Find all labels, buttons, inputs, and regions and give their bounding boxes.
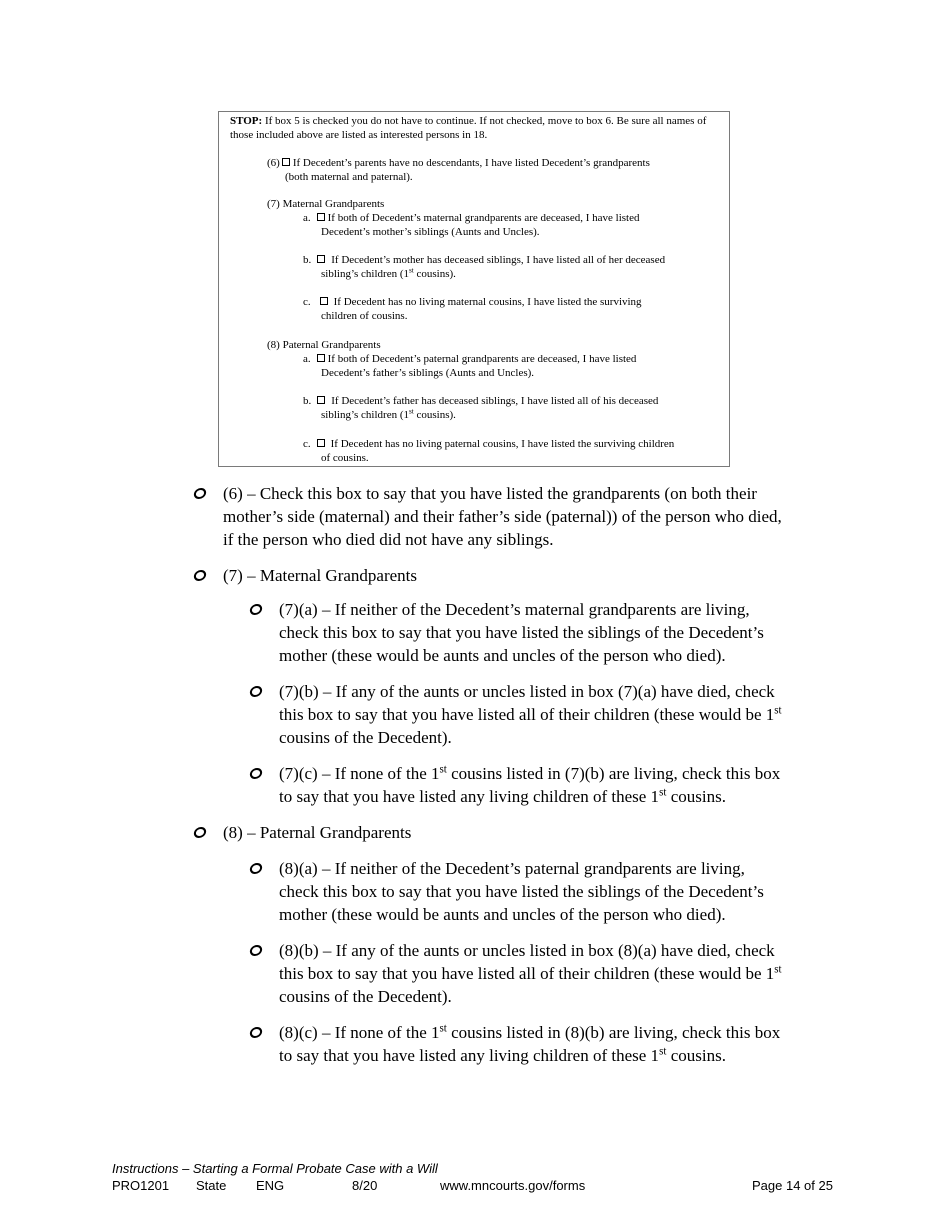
bullet-icon — [249, 863, 263, 874]
instruction-8: (8) – Paternal Grandparents — [223, 821, 411, 844]
bullet-icon — [249, 945, 263, 956]
checkbox-7a-icon — [317, 213, 325, 221]
bullet-icon — [249, 686, 263, 697]
bullet-icon — [193, 570, 207, 581]
form-item-7c-cont: children of cousins. — [321, 310, 408, 322]
instruction-8b: (8)(b) – If any of the aunts or uncles listed in box (8)(a) have died, check this box to say that you have listed all of their children (these would be 1st cousins of the Decedent). — [279, 939, 782, 1008]
footer-form-code: PRO1201 — [112, 1178, 170, 1193]
instruction-8a: (8)(a) – If neither of the Decedent’s paternal grandparents are living, check this box to say that you have listed the siblings of the Decedent’s mother (these would be aunts and uncles of the person who died). — [279, 857, 764, 926]
footer-page-number: Page 14 of 25 — [752, 1178, 833, 1193]
instruction-7c: (7)(c) – If none of the 1st cousins listed in (7)(b) are living, check this box to say that you have listed any living children of these 1st cousins. — [279, 762, 780, 808]
footer-state: State — [196, 1178, 227, 1193]
instruction-7b: (7)(b) – If any of the aunts or uncles listed in box (7)(a) have died, check this box to say that you have listed all of their children (these would be 1st cousins of the Decedent). — [279, 680, 782, 749]
checkbox-6-icon — [282, 158, 290, 166]
form-item-8c: c. If Decedent has no living paternal cousins, I have listed the surviving children — [303, 438, 675, 450]
checkbox-7b-icon — [317, 255, 325, 263]
bullet-icon — [249, 768, 263, 779]
instruction-8c: (8)(c) – If none of the 1st cousins listed in (8)(b) are living, check this box to say that you have listed any living children of these 1st cousins. — [279, 1021, 780, 1067]
instruction-6: (6) – Check this box to say that you have listed the grandparents (on both their mother’s side (maternal) and their father’s side (paternal)) of the person who died, if the person who died did not have any siblings. — [223, 482, 782, 551]
form-item-7a: a. If both of Decedent’s maternal grandparents are deceased, I have listed — [303, 212, 640, 224]
form-item-7c: c. If Decedent has no living maternal cousins, I have listed the surviving — [303, 296, 642, 308]
instruction-7: (7) – Maternal Grandparents — [223, 564, 417, 587]
footer-url: www.mncourts.gov/forms — [440, 1178, 586, 1193]
form-item-7b: b. If Decedent’s mother has deceased siblings, I have listed all of her deceased — [303, 254, 666, 266]
stop-notice: STOP: If box 5 is checked you do not have to continue. If not checked, move to box 6. Be sure all names of those included above are listed as interested persons in 18. — [230, 115, 707, 141]
form-item-6-cont: (both maternal and paternal). — [285, 171, 413, 183]
footer-language: ENG — [256, 1178, 285, 1193]
form-item-8b: b. If Decedent’s father has deceased siblings, I have listed all of his deceased — [303, 395, 659, 407]
form-item-8a: a. If both of Decedent’s paternal grandparents are deceased, I have listed — [303, 353, 637, 365]
form-heading-8: (8) Paternal Grandparents — [267, 339, 381, 351]
bullet-icon — [193, 827, 207, 838]
checkbox-8a-icon — [317, 354, 325, 362]
form-item-7b-cont: sibling’s children (1st cousins). — [321, 266, 456, 280]
form-item-8b-cont: sibling’s children (1st cousins). — [321, 407, 456, 421]
bullet-icon — [249, 1027, 263, 1038]
form-item-8a-cont: Decedent’s father’s siblings (Aunts and Uncles). — [321, 367, 535, 379]
checkbox-8b-icon — [317, 396, 325, 404]
form-item-8c-cont: of cousins. — [321, 452, 369, 464]
footer-date: 8/20 — [352, 1178, 378, 1193]
checkbox-8c-icon — [317, 439, 325, 447]
form-excerpt-box — [218, 111, 730, 467]
bullet-icon — [249, 604, 263, 615]
form-heading-7: (7) Maternal Grandparents — [267, 198, 385, 210]
form-item-6: (6) If Decedent’s parents have no descendants, I have listed Decedent’s grandparents — [267, 157, 650, 169]
bullet-icon — [193, 488, 207, 499]
instruction-7a: (7)(a) – If neither of the Decedent’s maternal grandparents are living, check this box to say that you have listed the siblings of the Decedent’s mother (these would be aunts and uncles of the person who died). — [279, 598, 764, 667]
checkbox-7c-icon — [320, 297, 328, 305]
footer-title: Instructions – Starting a Formal Probate Case with a Will — [112, 1161, 438, 1176]
form-item-7a-cont: Decedent’s mother’s siblings (Aunts and Uncles). — [321, 226, 540, 238]
